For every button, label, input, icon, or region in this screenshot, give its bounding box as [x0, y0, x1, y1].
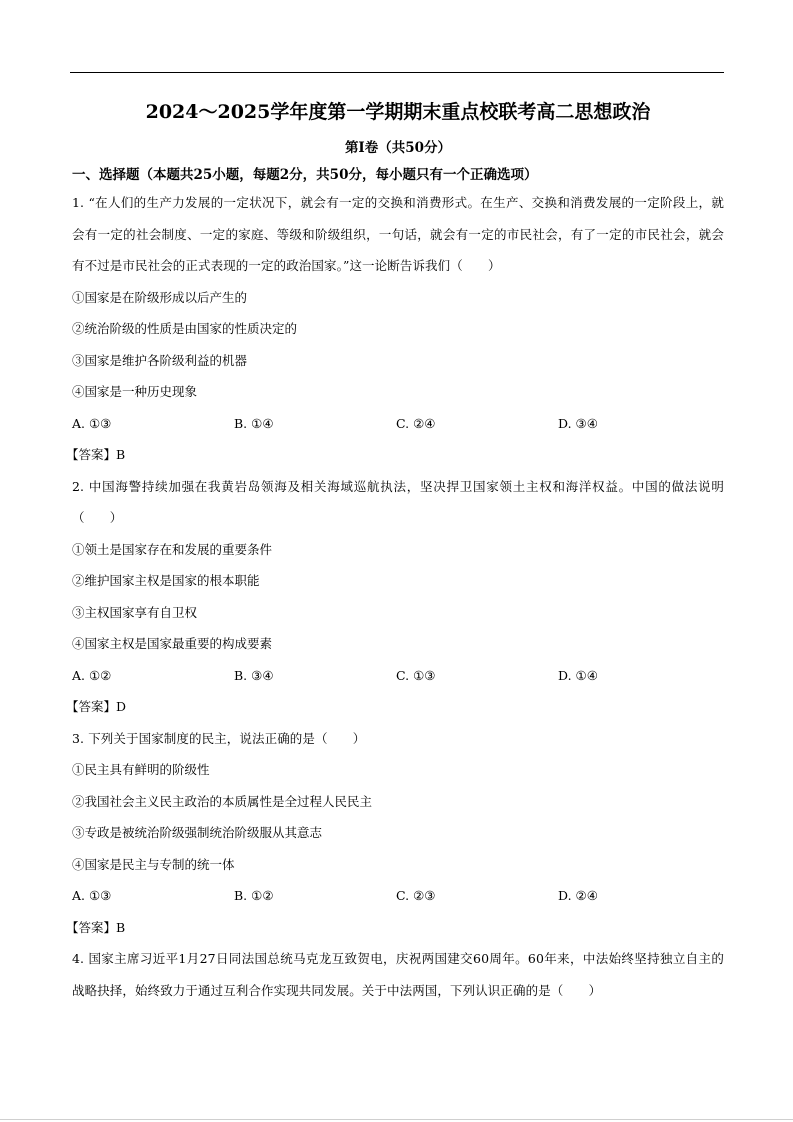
option-c: C. ②③ — [396, 888, 436, 903]
answer-label: 【答案】B — [66, 919, 126, 935]
question-stem: 1. “在人们的生产力发展的一定状况下，就会有一定的交换和消费形式。在生产、交换和消费发展的一定阶段上，就会有一定的社会制度、一定的家庭、等级和阶级组织，一句话，就会有一定的市民社会，有了一定的市民社会，就会有不过是市民社会的正式表现的一定的政治国家。”这一论断告诉我们（ ） — [72, 195, 724, 273]
question-3 — [66, 723, 724, 944]
option-a: A. ①② — [72, 667, 112, 683]
option-c: C. ①③ — [396, 667, 436, 683]
option-row — [72, 408, 724, 440]
statement-3: ③国家是维护各阶级利益的机器 — [72, 352, 248, 368]
question-1 — [66, 187, 724, 471]
statement-1: ①国家是在阶级形成以后产生的 — [72, 289, 248, 305]
option-d: D. ③④ — [558, 415, 598, 431]
statement-3: ③专政是被统治阶级强制统治阶级服从其意志 — [72, 825, 323, 840]
option-b: B. ③④ — [234, 667, 274, 683]
option-row — [72, 880, 724, 912]
question-stem: 2. 中国海警持续加强在我黄岩岛领海及相关海域巡航执法，坚决捍卫国家领土主权和海洋权益。中国的做法说明（ ） — [72, 478, 724, 525]
question-stem: 4. 国家主席习近平1月27日同法国总统马克龙互致贺电，庆祝两国建交60周年。60年来，中法始终坚持独立自主的战略抉择，始终致力于通过互利合作实现共同发展。关于中法两国，下列认识正确的是（ ） — [72, 951, 724, 998]
option-a: A. ①③ — [72, 888, 112, 903]
header-rule — [70, 72, 724, 73]
statement-4: ④国家主权是国家最重要的构成要素 — [72, 636, 273, 651]
part-title: 第Ⅰ卷（共50分） — [344, 140, 452, 156]
option-row — [72, 660, 724, 692]
option-b: B. ①② — [234, 888, 274, 903]
option-d: D. ②④ — [558, 888, 598, 903]
statement-1: ①民主具有鲜明的阶级性 — [72, 762, 210, 777]
statement-4: ④国家是一种历史现象 — [72, 384, 198, 399]
statement-2: ②统治阶级的性质是由国家的性质决定的 — [72, 321, 298, 336]
option-c: C. ②④ — [396, 415, 436, 431]
option-a: A. ①③ — [72, 415, 112, 431]
statement-2: ②我国社会主义民主政治的本质属性是全过程人民民主 — [72, 793, 373, 809]
document-page — [66, 94, 724, 1006]
statement-4: ④国家是民主与专制的统一体 — [72, 856, 235, 872]
option-b: B. ①④ — [234, 415, 274, 431]
question-2 — [66, 471, 724, 723]
statement-3: ③主权国家享有自卫权 — [72, 604, 198, 620]
question-stem: 3. 下列关于国家制度的民主，说法正确的是（ ） — [72, 730, 366, 746]
exam-title: 2024～2025学年度第一学期期末重点校联考高二思想政治 — [145, 101, 651, 123]
option-d: D. ①④ — [558, 667, 598, 683]
answer-label: 【答案】B — [66, 447, 126, 462]
statement-1: ①领土是国家存在和发展的重要条件 — [72, 541, 273, 557]
question-4 — [72, 943, 724, 1006]
statement-2: ②维护国家主权是国家的根本职能 — [72, 573, 260, 588]
answer-label: 【答案】D — [66, 699, 127, 714]
section-title: 一、选择题（本题共25小题，每题2分，共50分，每小题只有一个正确选项） — [72, 167, 538, 183]
footer-rule — [0, 1119, 793, 1120]
